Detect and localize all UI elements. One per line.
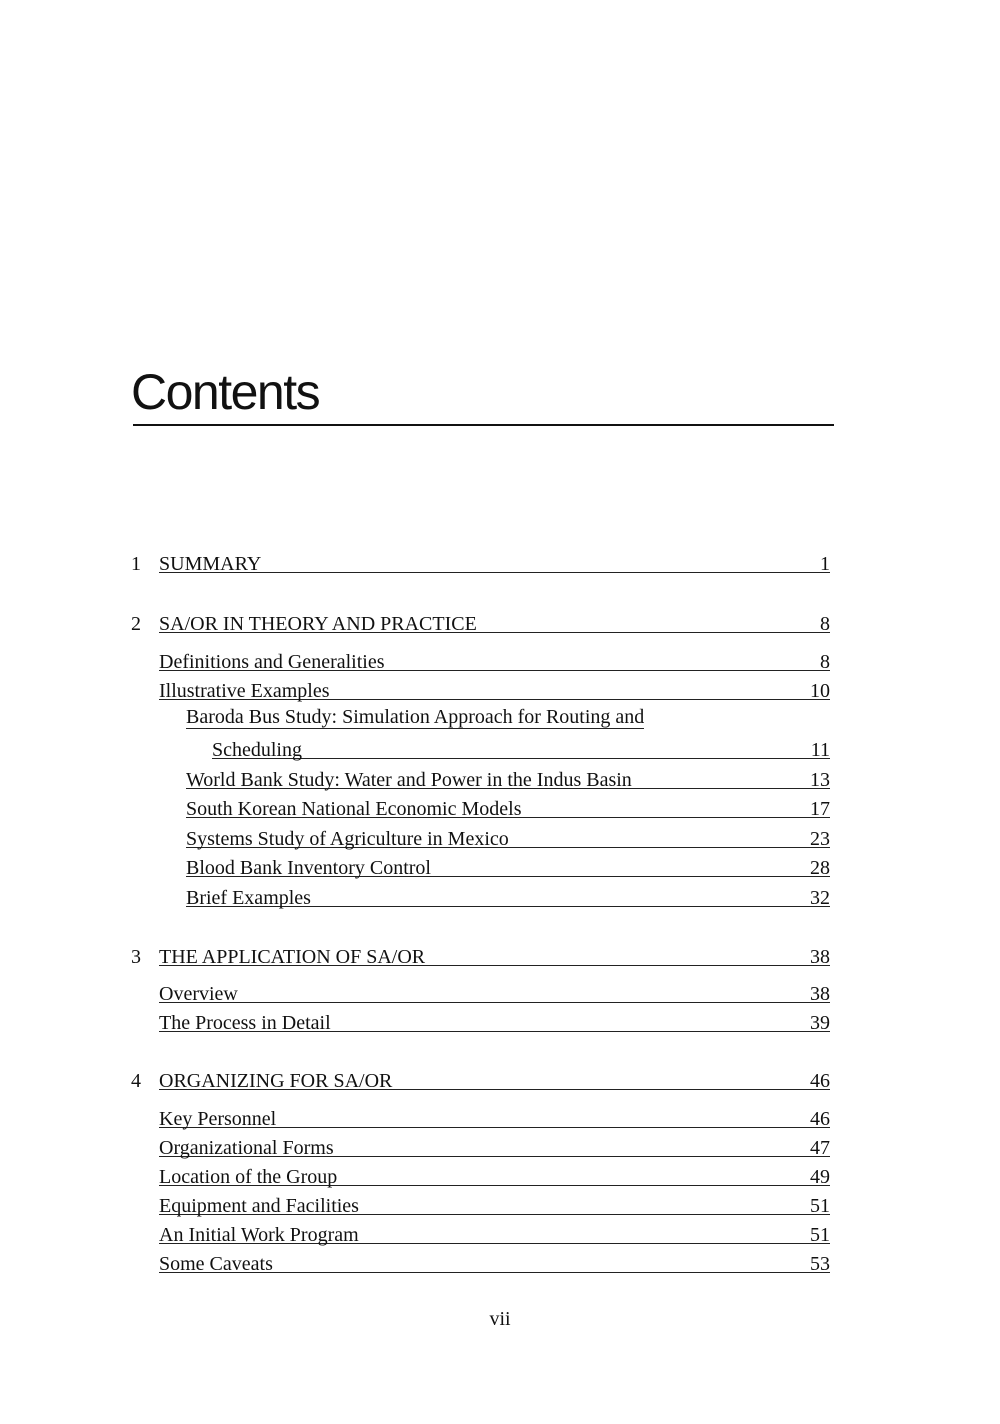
page-ref: 23 bbox=[810, 828, 830, 850]
toc-section-key-personnel[interactable] bbox=[159, 1105, 830, 1128]
chapter-title: SA/OR IN THEORY AND PRACTICE bbox=[159, 613, 477, 635]
page-ref: 1 bbox=[820, 553, 830, 575]
section-title: An Initial Work Program bbox=[159, 1224, 359, 1246]
chapter-number: 1 bbox=[131, 553, 141, 575]
toc-section-definitions[interactable] bbox=[159, 648, 830, 671]
chapter-title: THE APPLICATION OF SA/OR bbox=[159, 946, 426, 968]
toc-subsection-brief-examples[interactable] bbox=[186, 884, 830, 907]
toc-chapter-2[interactable] bbox=[131, 610, 830, 635]
page-number: vii bbox=[489, 1308, 511, 1330]
chapter-title: ORGANIZING FOR SA/OR bbox=[159, 1070, 393, 1092]
page-ref: 11 bbox=[810, 739, 830, 761]
section-title: Some Caveats bbox=[159, 1253, 273, 1275]
page-ref: 8 bbox=[820, 613, 830, 635]
toc-subsection-blood-bank[interactable] bbox=[186, 854, 830, 877]
section-title: Blood Bank Inventory Control bbox=[186, 857, 431, 879]
section-title: Overview bbox=[159, 983, 238, 1005]
section-title: Brief Examples bbox=[186, 887, 311, 909]
page-title: Contents bbox=[131, 364, 320, 420]
toc-chapter-1[interactable] bbox=[131, 550, 830, 575]
section-title: Illustrative Examples bbox=[159, 680, 330, 702]
toc-section-location[interactable] bbox=[159, 1163, 830, 1186]
toc-subsection-world-bank[interactable] bbox=[186, 766, 830, 789]
page-ref: 13 bbox=[810, 769, 830, 791]
title-rule bbox=[133, 424, 834, 426]
section-title: Definitions and Generalities bbox=[159, 651, 385, 673]
toc-subsection-agriculture-mexico[interactable] bbox=[186, 825, 830, 848]
page-ref: 51 bbox=[810, 1195, 830, 1217]
page-ref: 8 bbox=[820, 651, 830, 673]
page-ref: 32 bbox=[810, 887, 830, 909]
toc-chapter-4[interactable] bbox=[131, 1067, 830, 1092]
chapter-title: SUMMARY bbox=[159, 553, 262, 575]
toc-section-equipment[interactable] bbox=[159, 1192, 830, 1215]
page-ref: 10 bbox=[810, 680, 830, 702]
page-ref: 39 bbox=[810, 1012, 830, 1034]
toc-subsection-baroda-line1[interactable]: Baroda Bus Study: Simulation Approach for Routing and bbox=[186, 706, 645, 728]
section-title: Organizational Forms bbox=[159, 1137, 334, 1159]
toc-subsection-baroda-line2[interactable] bbox=[212, 736, 830, 759]
page-ref: 49 bbox=[810, 1166, 830, 1188]
toc-section-process-detail[interactable] bbox=[159, 1009, 830, 1032]
section-title: Location of the Group bbox=[159, 1166, 338, 1188]
toc-subsection-south-korean[interactable] bbox=[186, 795, 830, 818]
page-ref: 17 bbox=[810, 798, 830, 820]
page-ref: 47 bbox=[810, 1137, 830, 1159]
page-ref: 38 bbox=[810, 946, 830, 968]
section-title: Key Personnel bbox=[159, 1108, 277, 1130]
toc-section-overview[interactable] bbox=[159, 980, 830, 1003]
page-ref: 51 bbox=[810, 1224, 830, 1246]
section-title: The Process in Detail bbox=[159, 1012, 331, 1034]
chapter-number: 3 bbox=[131, 946, 141, 968]
page-ref: 46 bbox=[810, 1108, 830, 1130]
section-title: South Korean National Economic Models bbox=[186, 798, 522, 820]
page-ref: 38 bbox=[810, 983, 830, 1005]
page-ref: 28 bbox=[810, 857, 830, 879]
page-ref: 46 bbox=[810, 1070, 830, 1092]
section-title: Equipment and Facilities bbox=[159, 1195, 359, 1217]
section-title: Scheduling bbox=[212, 739, 302, 761]
page-ref: 53 bbox=[810, 1253, 830, 1275]
section-title: Systems Study of Agriculture in Mexico bbox=[186, 828, 509, 850]
toc-section-illustrative-examples[interactable] bbox=[159, 677, 830, 700]
toc-chapter-3[interactable] bbox=[131, 943, 830, 968]
section-title: World Bank Study: Water and Power in the Indus Basin bbox=[186, 769, 632, 791]
chapter-number: 2 bbox=[131, 613, 141, 635]
toc-section-organizational-forms[interactable] bbox=[159, 1134, 830, 1157]
toc-section-initial-work-program[interactable] bbox=[159, 1221, 830, 1244]
toc-section-some-caveats[interactable] bbox=[159, 1250, 830, 1273]
chapter-number: 4 bbox=[131, 1070, 141, 1092]
